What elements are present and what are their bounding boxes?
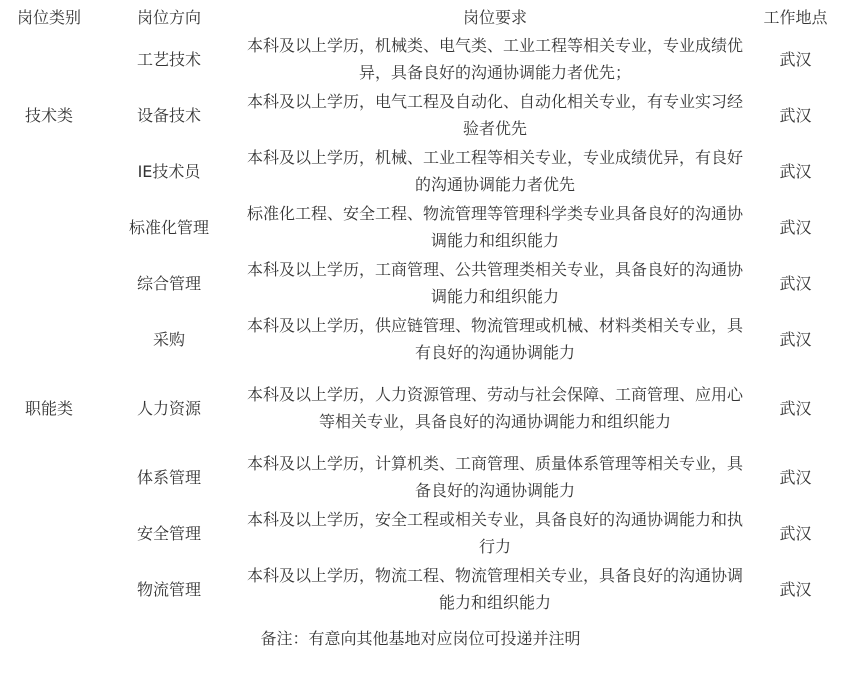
direction-cell: 标准化管理 — [128, 217, 209, 237]
table-row — [0, 449, 841, 505]
location-cell: 武汉 — [779, 49, 812, 69]
table-header — [0, 4, 841, 31]
requirement-cell: 本科及以上学历，物流工程、物流管理相关专业，具备良好的沟通协调能力和组织能力 — [246, 566, 743, 612]
requirement-cell: 本科及以上学历，计算机类、工商管理、质量体系管理等相关专业，具备良好的沟通协调能力 — [246, 454, 743, 500]
header-requirement: 岗位要求 — [462, 8, 527, 27]
table-row — [0, 367, 841, 449]
requirement-cell: 本科及以上学历，机械类、电气类、工业工程等相关专业，专业成绩优异，具备良好的沟通协调能力者优先； — [246, 36, 743, 82]
table-row — [0, 199, 841, 255]
job-positions-table — [0, 4, 841, 617]
header-category: 岗位类别 — [16, 8, 81, 27]
table-row — [0, 143, 841, 199]
location-cell: 武汉 — [779, 161, 812, 181]
header-row — [0, 4, 841, 31]
requirement-cell: 本科及以上学历，供应链管理、物流管理或机械、材料类相关专业，具有良好的沟通协调能力 — [246, 316, 743, 362]
footnote: 备注：有意向其他基地对应岗位可投递并注明 — [260, 629, 581, 648]
table-row — [0, 87, 841, 143]
header-location: 工作地点 — [763, 8, 828, 27]
table-row — [0, 31, 841, 87]
category-cell: 技术类 — [24, 105, 73, 125]
location-cell: 武汉 — [779, 217, 812, 237]
direction-cell: 采购 — [152, 329, 185, 349]
location-cell: 武汉 — [779, 273, 812, 293]
direction-cell: 综合管理 — [136, 273, 201, 293]
requirement-cell: 本科及以上学历，人力资源管理、劳动与社会保障、工商管理、应用心等相关专业，具备良好的沟通协调能力和组织能力 — [246, 385, 743, 431]
location-cell: 武汉 — [779, 398, 812, 418]
direction-cell: IE技术员 — [137, 161, 201, 181]
table-row — [0, 311, 841, 367]
direction-cell: 物流管理 — [136, 579, 201, 599]
category-cell: 职能类 — [24, 398, 73, 418]
table-row — [0, 255, 841, 311]
direction-cell: 工艺技术 — [136, 49, 201, 69]
location-cell: 武汉 — [779, 579, 812, 599]
requirement-cell: 本科及以上学历，安全工程或相关专业，具备良好的沟通协调能力和执行力 — [246, 510, 743, 556]
direction-cell: 安全管理 — [136, 523, 201, 543]
table-row — [0, 561, 841, 617]
requirement-cell: 本科及以上学历，工商管理、公共管理类相关专业，具备良好的沟通协调能力和组织能力 — [246, 260, 743, 306]
direction-cell: 人力资源 — [136, 398, 201, 418]
header-direction: 岗位方向 — [136, 8, 201, 27]
direction-cell: 设备技术 — [136, 105, 201, 125]
table-row — [0, 505, 841, 561]
direction-cell: 体系管理 — [136, 467, 201, 487]
requirement-cell: 标准化工程、安全工程、物流管理等管理科学类专业具备良好的沟通协调能力和组织能力 — [246, 204, 743, 250]
table-body — [0, 31, 841, 617]
requirement-cell: 本科及以上学历，机械、工业工程等相关专业，专业成绩优异，有良好的沟通协调能力者优先 — [246, 148, 743, 194]
location-cell: 武汉 — [779, 105, 812, 125]
location-cell: 武汉 — [779, 467, 812, 487]
requirement-cell: 本科及以上学历，电气工程及自动化、自动化相关专业，有专业实习经验者优先 — [246, 92, 743, 138]
location-cell: 武汉 — [779, 329, 812, 349]
location-cell: 武汉 — [779, 523, 812, 543]
